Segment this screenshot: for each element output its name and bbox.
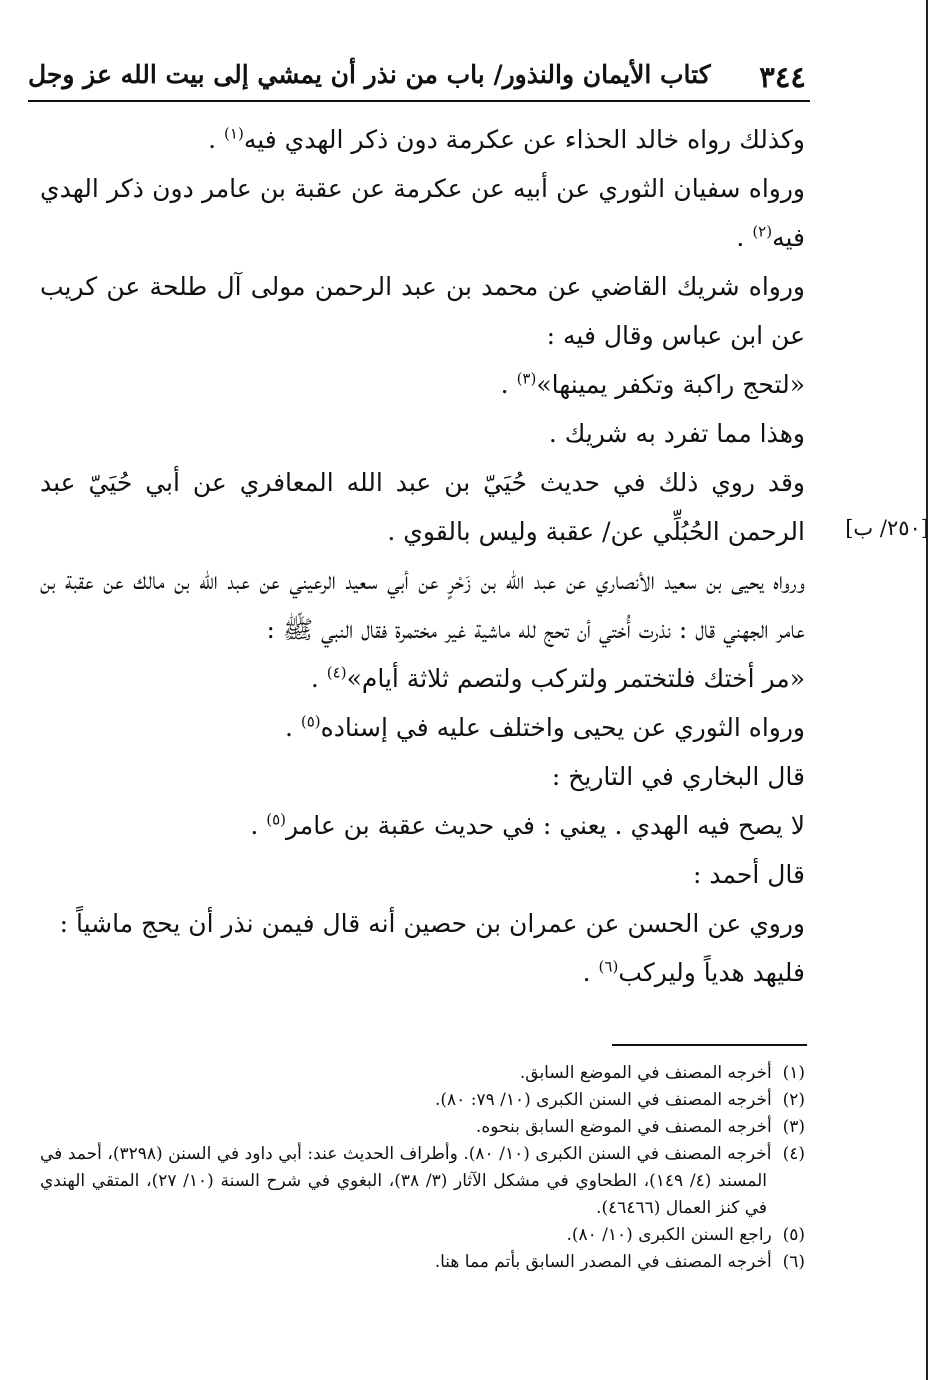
paragraph: ورواه سفيان الثوري عن أبيه عن عكرمة عن عقبة بن عامر دون ذكر الهدي فيه$^{(٢)}$ .	[40, 174, 805, 252]
paragraph: ورواه يحيى بن سعيد الأنصاري عن عبد الله بن زَحْرٍ عن أبي سعيد الرعيني عن عبد الله بن مالك عن عقبة بن عامر الجهني قال : نذرت أُختي أن تحج لله ماشية غير مختمرة فقال النبي ﷺ :	[40, 566, 805, 644]
paragraph: وروي عن الحسن عن عمران بن حصين أنه قال فيمن نذر أن يحج ماشياً :	[59, 909, 805, 938]
paragraph: ورواه شريك القاضي عن محمد بن عبد الرحمن مولى آل طلحة عن كريب عن ابن عباس وقال فيه :	[40, 272, 805, 350]
page-header	[28, 52, 810, 102]
footnote: (٢) أخرجه المصنف في السنن الكبرى (١٠/ ٧٩: ٨٠).	[435, 1090, 805, 1110]
footnote: (١) أخرجه المصنف في الموضع السابق.	[519, 1063, 805, 1083]
running-title: كتاب الأيمان والنذور/ باب من نذر أن يمشي إلى بيت الله عز وجل	[28, 60, 711, 89]
header-rule	[28, 100, 810, 102]
footnote-rule	[612, 1044, 807, 1046]
quoted-hadith: «مر أختك فلتختمر ولتركب ولتصم ثلاثة أيام»$^{(٤)}$ .	[310, 663, 805, 693]
footnote: (٤) أخرجه المصنف في السنن الكبرى (١٠/ ٨٠). وأطراف الحديث عند: أبي داود في السنن (٣٢٩٨)، أحمد في المسند (٤/ ١٤٩)، الطحاوي في مشكل الآثار (٣/ ٣٨)، البغوي في شرح السنة (١٠/ ٢٧)، المتقي الهندي في كنز العمال (٤٦٤٦٦).	[40, 1144, 805, 1218]
footnote: (٣) أخرجه المصنف في الموضع السابق بنحوه.	[475, 1117, 805, 1137]
margin-folio-note: [٢٥٠/ ب]	[845, 516, 929, 540]
paragraph: قال أحمد :	[692, 860, 805, 889]
paragraph: لا يصح فيه الهدي . يعني : في حديث عقبة بن عامر$^{(٥)}$ .	[250, 810, 805, 840]
page-number: ٣٤٤	[759, 60, 806, 94]
main-text	[40, 115, 805, 997]
paragraph: وهذا مما تفرد به شريك .	[548, 419, 805, 448]
paragraph: وقد روي ذلك في حديث حُيَيّ بن عبد الله المعافري عن أبي حُيَيّ عبد الرحمن الحُبُلِّي عن/ عقبة وليس بالقوي .	[40, 468, 805, 546]
footnote: (٦) أخرجه المصنف في المصدر السابق بأتم مما هنا.	[434, 1252, 805, 1272]
paragraph: ورواه الثوري عن يحيى واختلف عليه في إسناده$^{(٥)}$ .	[284, 712, 805, 742]
paragraph: وكذلك رواه خالد الحذاء عن عكرمة دون ذكر الهدي فيه$^{(١)}$ .	[208, 124, 805, 154]
footnotes	[40, 1060, 805, 1276]
paragraph: فليهد هدياً وليركب$^{(٦)}$ .	[582, 957, 805, 987]
paragraph: قال البخاري في التاريخ :	[551, 762, 805, 791]
footnote: (٥) راجع السنن الكبرى (١٠/ ٨٠).	[566, 1225, 805, 1245]
page-edge-line	[926, 0, 928, 1380]
quoted-hadith: «لتحج راكبة وتكفر يمينها»$^{(٣)}$ .	[500, 369, 805, 399]
